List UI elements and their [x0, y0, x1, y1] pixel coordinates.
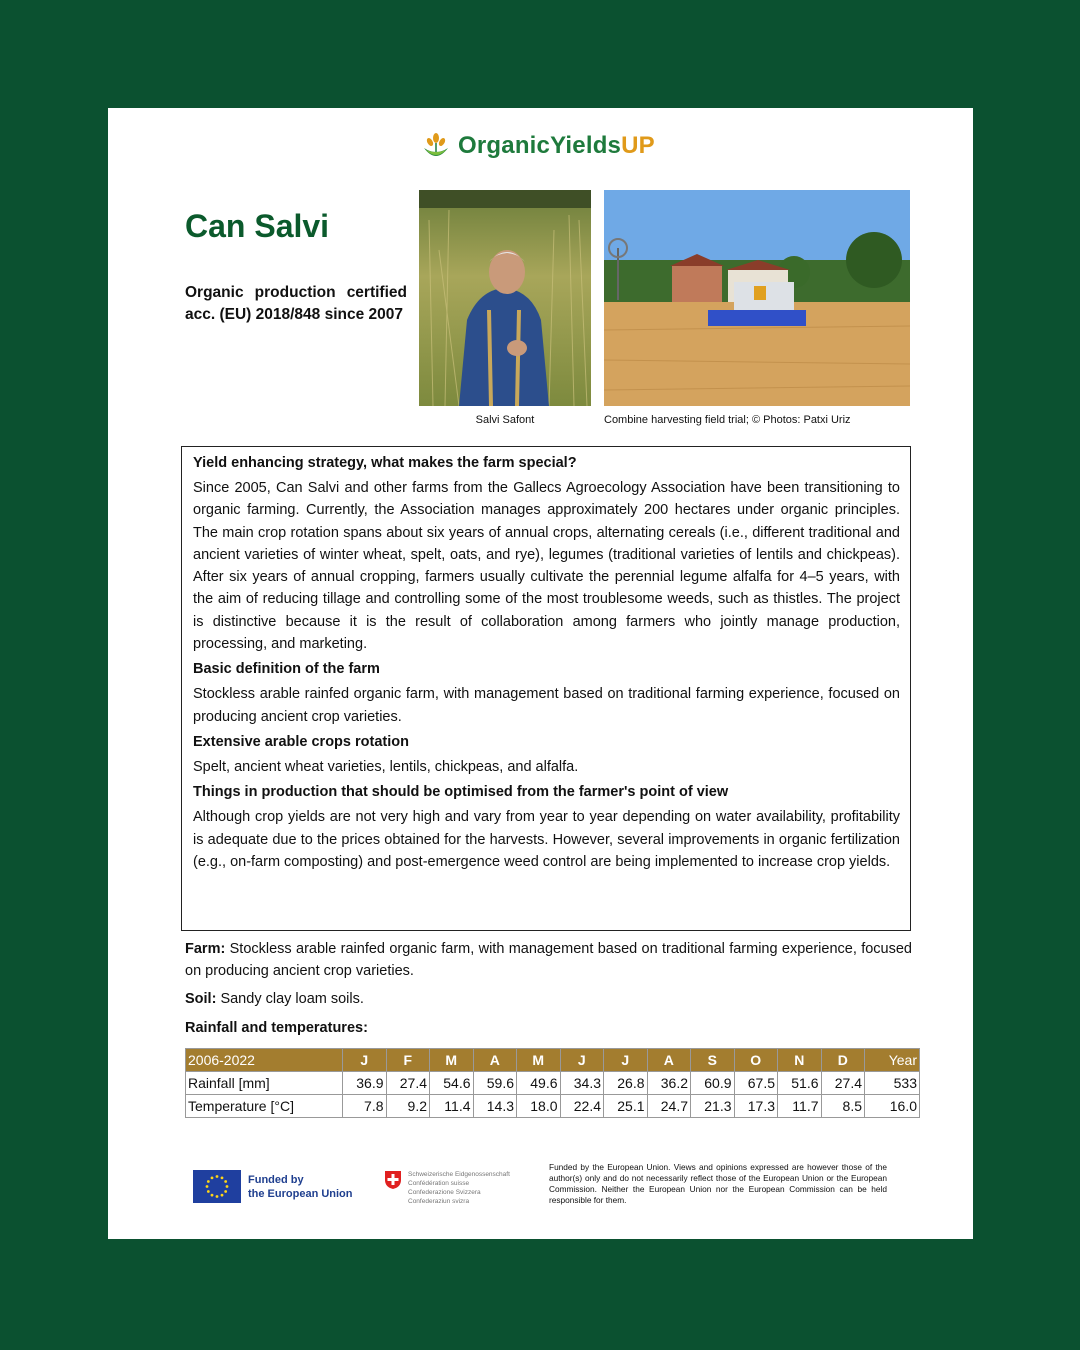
eu-star	[224, 1180, 227, 1183]
month-header: M	[430, 1049, 474, 1072]
definition-text: Stockless arable rainfed organic farm, with management based on traditional farming experience, focused on producing ancient crop varieties.	[193, 686, 900, 725]
climate-value-cell: 36.2	[647, 1072, 691, 1095]
month-header: F	[386, 1049, 430, 1072]
soil-label: Soil:	[185, 991, 217, 1007]
climate-value-cell: 11.4	[430, 1095, 474, 1118]
eu-flag-icon	[193, 1170, 241, 1203]
climate-year-cell: 16.0	[865, 1095, 920, 1118]
optimise-heading: Things in production that should be optimised from the farmer's point of view	[193, 784, 729, 801]
climate-value-cell: 21.3	[691, 1095, 735, 1118]
combine-harvester-photo	[604, 190, 910, 406]
eu-star	[216, 1175, 219, 1178]
strategy-text: Since 2005, Can Salvi and other farms from the Gallecs Agroecology Association have been transitioning to organic farming. Currently, the Association manages approximately 200 hectares under organic principles. The main crop rotation spans about six years of annual crops, alternating cereals (i.e., different traditional and ancient varieties of winter wheat, spelt, oats, and rye), legumes (traditional varieties of lentils and chickpeas). After six years of annual cropping, farmers usually cultivate the perennial legume alfalfa for 4–5 years, with the aim of reducing tillage and controlling some of the most troublesome weeds, such as thistles. The project is distinctive because it is the result of collaboration among farmers who jointly manage production, processing, and marketing.	[193, 480, 900, 653]
month-header: A	[647, 1049, 691, 1072]
climate-table	[185, 1048, 920, 1118]
rotation-text: Spelt, ancient wheat varieties, lentils, chickpeas, and alfalfa.	[193, 758, 579, 775]
soil-text: Sandy clay loam soils.	[216, 991, 364, 1007]
month-header: J	[560, 1049, 604, 1072]
certification-text: Organic production certified acc. (EU) 2018/848 since 2007	[185, 284, 407, 323]
farm-details-box	[181, 446, 911, 931]
climate-value-cell: 14.3	[473, 1095, 517, 1118]
climate-value-cell: 49.6	[517, 1072, 561, 1095]
climate-value-cell: 18.0	[517, 1095, 561, 1118]
optimise-text: Although crop yields are not very high and vary from year to year depending on water availability, profitability is adequate due to the prices obtained for the harvests. However, several improvements in organic fertilization (e.g., on-farm composting) and post-emergence weed control are being implemented to increase crop yields.	[193, 809, 900, 870]
climate-row-label: Temperature [°C]	[186, 1095, 343, 1118]
eu-funding-text	[248, 1173, 353, 1201]
month-header: O	[734, 1049, 778, 1072]
eu-funding-line1: Funded by	[248, 1173, 304, 1186]
climate-value-cell: 34.3	[560, 1072, 604, 1095]
climate-value-cell: 11.7	[778, 1095, 822, 1118]
definition-heading: Basic definition of the farm	[193, 661, 380, 678]
eu-star	[211, 1194, 214, 1197]
climate-value-cell: 54.6	[430, 1072, 474, 1095]
month-header: A	[473, 1049, 517, 1072]
farm-title: Can Salvi	[185, 208, 330, 244]
climate-heading: Rainfall and temperatures:	[185, 1020, 368, 1036]
month-header: J	[604, 1049, 648, 1072]
farm-text: Stockless arable rainfed organic farm, with management based on traditional farming experience, focused on producing ancient crop varieties.	[185, 941, 912, 980]
climate-value-cell: 17.3	[734, 1095, 778, 1118]
farmer-in-wheat-photo	[419, 190, 591, 406]
eu-star	[221, 1194, 224, 1197]
climate-value-cell: 22.4	[560, 1095, 604, 1118]
month-header: N	[778, 1049, 822, 1072]
climate-header-row	[186, 1049, 920, 1072]
eu-star	[224, 1190, 227, 1193]
eu-star	[216, 1195, 219, 1198]
farm-summary	[185, 938, 912, 983]
eu-funding-logo	[193, 1170, 353, 1203]
eu-star	[221, 1176, 224, 1179]
eu-star	[226, 1185, 229, 1188]
eu-funding-line2: the European Union	[248, 1187, 353, 1200]
climate-value-cell: 8.5	[821, 1095, 865, 1118]
swiss-line-de: Schweizerische Eidgenossenschaft	[408, 1171, 510, 1178]
logo-wordmark: OrganicYieldsUP	[458, 132, 655, 159]
climate-value-cell: 51.6	[778, 1072, 822, 1095]
year-header: Year	[865, 1049, 920, 1072]
climate-value-cell: 27.4	[821, 1072, 865, 1095]
strategy-heading: Yield enhancing strategy, what makes the farm special?	[193, 455, 577, 471]
eu-star	[211, 1176, 214, 1179]
photo-caption-combine: Combine harvesting field trial; © Photos: Patxi Uriz	[604, 414, 851, 426]
climate-value-cell: 27.4	[386, 1072, 430, 1095]
rotation-heading: Extensive arable crops rotation	[193, 733, 409, 750]
eu-star	[206, 1185, 209, 1188]
climate-value-cell: 36.9	[343, 1072, 387, 1095]
climate-value-cell: 67.5	[734, 1072, 778, 1095]
climate-value-cell: 24.7	[647, 1095, 691, 1118]
photo-caption-farmer: Salvi Safont	[475, 414, 535, 426]
climate-row	[186, 1072, 920, 1095]
month-header: M	[517, 1049, 561, 1072]
wheat-logo-icon	[420, 130, 452, 162]
soil-summary	[185, 988, 364, 1010]
swiss-confederation-text	[408, 1170, 510, 1206]
swiss-shield-icon	[384, 1170, 402, 1190]
month-header: D	[821, 1049, 865, 1072]
month-header: J	[343, 1049, 387, 1072]
climate-period-header: 2006-2022	[186, 1049, 343, 1072]
climate-value-cell: 60.9	[691, 1072, 735, 1095]
climate-row-label: Rainfall [mm]	[186, 1072, 343, 1095]
climate-value-cell: 25.1	[604, 1095, 648, 1118]
swiss-line-rm: Confederaziun svizra	[408, 1198, 470, 1205]
climate-row	[186, 1095, 920, 1118]
factsheet-page	[108, 108, 973, 1239]
month-header: S	[691, 1049, 735, 1072]
funding-disclaimer: Funded by the European Union. Views and opinions expressed are however those of the author(s) only and do not necessarily reflect those of the European Union or the European Commission. Neither the European Union nor the European Commission can be held responsible for them.	[549, 1162, 887, 1205]
climate-value-cell: 7.8	[343, 1095, 387, 1118]
climate-value-cell: 26.8	[604, 1072, 648, 1095]
swiss-confederation-logo	[384, 1170, 510, 1206]
swiss-line-fr: Confédération suisse	[408, 1180, 470, 1187]
swiss-line-it: Confederazione Svizzera	[408, 1189, 481, 1196]
eu-star	[207, 1190, 210, 1193]
eu-star	[207, 1180, 210, 1183]
climate-year-cell: 533	[865, 1072, 920, 1095]
climate-value-cell: 59.6	[473, 1072, 517, 1095]
climate-value-cell: 9.2	[386, 1095, 430, 1118]
organicyieldsup-logo	[420, 128, 655, 164]
farm-label: Farm:	[185, 941, 226, 957]
